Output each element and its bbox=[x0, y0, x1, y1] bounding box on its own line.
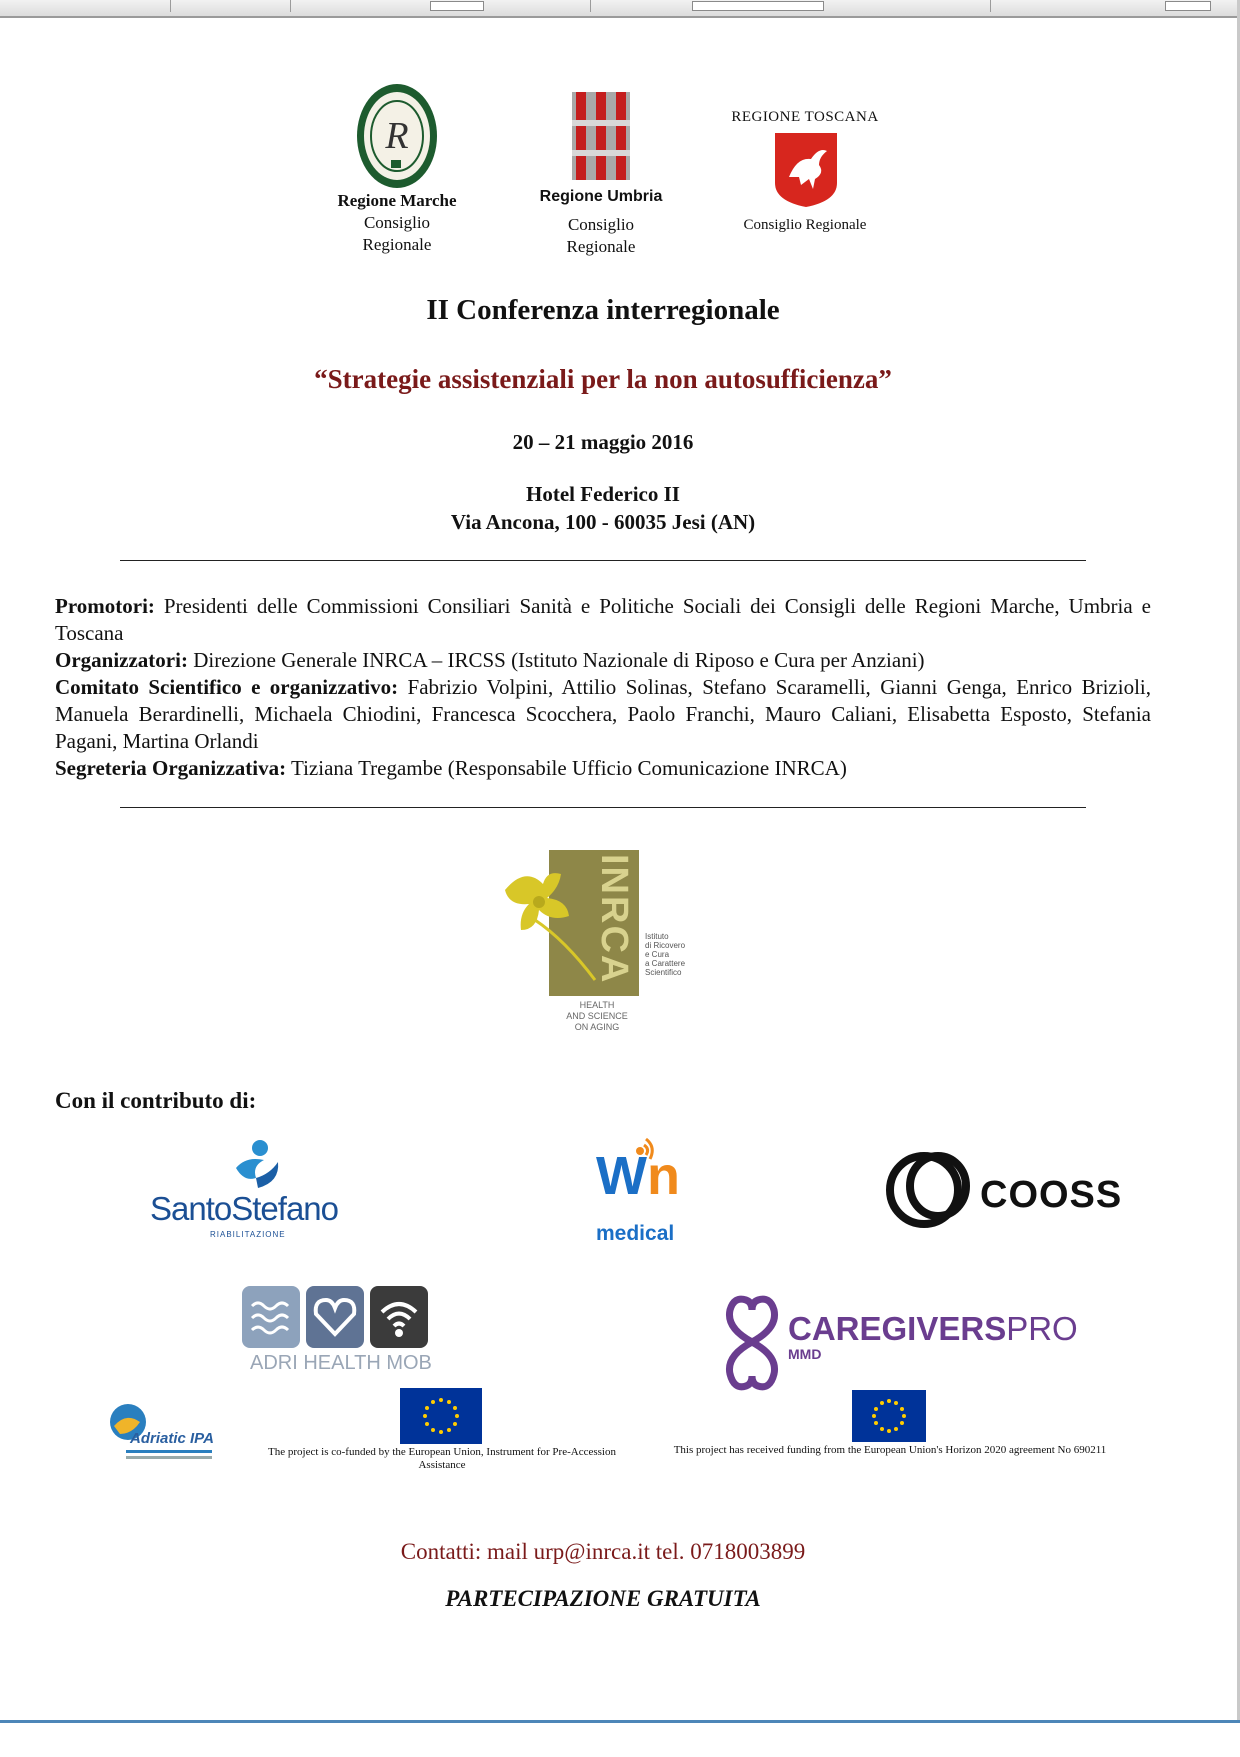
santo-stefano-sub: RIABILITAZIONE bbox=[210, 1230, 286, 1239]
window-toolbar bbox=[0, 0, 1240, 18]
caregivers-main: CAREGIVERS bbox=[788, 1310, 1007, 1347]
inrca-logo bbox=[495, 840, 710, 1040]
region-line: Regionale bbox=[566, 237, 636, 256]
caregivers-heart-icon bbox=[722, 1294, 782, 1392]
comitato-label: Comitato Scientifico e organizzativo: bbox=[55, 675, 399, 699]
caregivers-sub: MMD bbox=[788, 1346, 822, 1362]
regione-toscana-title: REGIONE TOSCANA bbox=[731, 109, 879, 125]
regione-toscana-logo bbox=[775, 133, 837, 207]
divider bbox=[120, 560, 1086, 561]
inrca-tagline-line: e Cura bbox=[645, 950, 670, 959]
inrca-tagline-line: Scientifico bbox=[645, 968, 682, 977]
regione-toscana-label: Consiglio Regionale bbox=[743, 217, 867, 233]
caregivers-pro: PRO bbox=[1006, 1310, 1078, 1347]
segreteria-text: Tiziana Tregambe (Responsabile Ufficio Comunicazione INRCA) bbox=[286, 756, 847, 780]
conference-subtitle: “Strategie assistenziali per la non autosufficienza” bbox=[314, 364, 892, 394]
comitato-line bbox=[55, 674, 1151, 755]
inrca-name: INRCA bbox=[593, 854, 635, 985]
regione-marche-logo bbox=[355, 82, 439, 190]
info-block bbox=[55, 593, 1151, 782]
santo-stefano-icon bbox=[230, 1138, 284, 1190]
toolbar-segment bbox=[830, 0, 991, 12]
regione-umbria-label bbox=[501, 186, 701, 208]
promotori-label: Promotori: bbox=[55, 594, 155, 618]
eu-funding-note-ipa: The project is co-funded by the European Union, Instrument for Pre-Accession Assistance bbox=[268, 1446, 616, 1471]
toolbar-field[interactable] bbox=[1165, 1, 1211, 11]
organizzatori-line bbox=[55, 647, 1151, 674]
conference-venue: Hotel Federico II bbox=[526, 482, 680, 506]
region-line: Consiglio bbox=[567, 215, 635, 234]
organizzatori-label: Organizzatori: bbox=[55, 648, 188, 672]
toolbar-segment bbox=[0, 0, 171, 12]
inrca-motto-line: ON AGING bbox=[574, 1022, 620, 1032]
adriatic-ipa-logo bbox=[106, 1400, 216, 1464]
eu-flag-icon bbox=[852, 1390, 926, 1442]
inrca-tagline-line: Istituto bbox=[645, 932, 669, 941]
promotori-text: Presidenti delle Commissioni Consiliari Sanità e Politiche Sociali dei Consigli delle Regioni Marche, Umbria e Toscana bbox=[55, 594, 1151, 645]
segreteria-line bbox=[55, 755, 1151, 782]
sponsors-heading: Con il contributo di: bbox=[55, 1088, 257, 1113]
inrca-tagline-line: di Ricovero bbox=[645, 941, 686, 950]
win-letter-n: n bbox=[646, 1146, 680, 1206]
conference-title: II Conferenza interregionale bbox=[426, 294, 780, 326]
regione-umbria-logo bbox=[572, 92, 630, 180]
region-name: Regione Marche bbox=[337, 191, 457, 210]
region-name: Regione Umbria bbox=[539, 188, 663, 205]
contacts-line: Contatti: mail urp@inrca.it tel. 0718003899 bbox=[400, 1539, 806, 1564]
eu-flag-icon bbox=[400, 1388, 482, 1444]
svg-text:R: R bbox=[385, 115, 409, 157]
promotori-line bbox=[55, 593, 1151, 647]
win-medical-logo bbox=[596, 1148, 680, 1204]
inrca-tagline bbox=[645, 932, 685, 977]
inrca-motto-line: HEALTH bbox=[579, 1000, 615, 1010]
toolbar-segment bbox=[290, 0, 591, 12]
window-bottom-bar bbox=[0, 1720, 1240, 1757]
comitato-text: Fabrizio Volpini, Attilio Solinas, Stefano Scaramelli, Gianni Genga, Enrico Brizioli, Manuela Berardinelli, Michaela Chiodini, Francesca Scocchera, Paolo Franchi, Mauro Caliani, Elisabetta Esposto, Stefania Pagani, Martina Orlandi bbox=[55, 675, 1151, 753]
inrca-tagline-line: a Carattere bbox=[645, 959, 686, 968]
eu-funding-note-horizon: This project has received funding from the European Union's Horizon 2020 agreement No 690211 bbox=[673, 1444, 1107, 1456]
conference-dates: 20 – 21 maggio 2016 bbox=[512, 430, 694, 454]
adriatic-ipa-label: Adriatic IPA bbox=[130, 1430, 214, 1447]
inrca-motto-line: AND SCIENCE bbox=[566, 1011, 628, 1021]
inrca-motto bbox=[557, 1000, 637, 1033]
caregivers-pro-logo bbox=[788, 1310, 1078, 1348]
organizzatori-text: Direzione Generale INRCA – IRCSS (Istituto Nazionale di Riposo e Cura per Anziani) bbox=[187, 648, 925, 672]
cooss-logo: COOSS bbox=[980, 1174, 1123, 1216]
santo-stefano-logo: SantoStefano bbox=[150, 1190, 338, 1227]
regione-marche-label bbox=[297, 190, 497, 256]
win-letter-w: W bbox=[596, 1146, 647, 1206]
free-participation: PARTECIPAZIONE GRATUITA bbox=[445, 1586, 761, 1611]
divider bbox=[120, 807, 1086, 808]
adri-health-mob-icons bbox=[242, 1286, 428, 1348]
segreteria-label: Segreteria Organizzativa: bbox=[55, 756, 287, 780]
region-line: Regionale bbox=[362, 235, 432, 254]
cooss-rings-icon bbox=[884, 1148, 976, 1230]
toolbar-field[interactable] bbox=[692, 1, 824, 11]
toolbar-segment bbox=[170, 0, 291, 12]
conference-address: Via Ancona, 100 - 60035 Jesi (AN) bbox=[450, 510, 756, 534]
win-medical-sub: medical bbox=[596, 1222, 675, 1245]
regione-umbria-sub bbox=[501, 214, 701, 258]
region-line: Consiglio bbox=[363, 213, 431, 232]
adri-health-mob-label: ADRI HEALTH MOB bbox=[250, 1352, 432, 1374]
